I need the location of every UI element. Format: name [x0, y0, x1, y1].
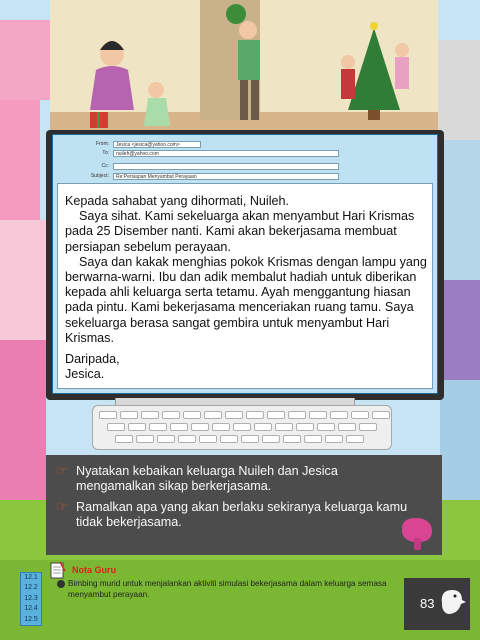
code-item: 12.2	[24, 584, 38, 592]
key	[162, 411, 180, 419]
from-label: From:	[95, 141, 109, 147]
subject-field[interactable]: Re:Persiapan Menyambut Perayaan	[113, 173, 339, 180]
key	[178, 435, 196, 443]
from-row	[57, 140, 201, 148]
key	[359, 423, 377, 431]
family-christmas-illustration	[50, 0, 438, 150]
key	[246, 411, 264, 419]
key	[317, 423, 335, 431]
key	[275, 423, 293, 431]
email-greeting: Kepada sahabat yang dihormati, Nuileh.	[65, 194, 290, 208]
key	[296, 423, 314, 431]
keyboard-row	[99, 411, 390, 419]
pointing-hand-icon: ☞	[56, 463, 68, 478]
key	[309, 411, 327, 419]
code-item: 12.4	[24, 605, 38, 613]
key	[267, 411, 285, 419]
from-field[interactable]: Jesica <jesica@yahoo.com>	[113, 141, 201, 148]
page-number: 83	[420, 596, 435, 611]
key	[346, 435, 364, 443]
email-closing: Daripada,	[65, 352, 120, 367]
key	[372, 411, 390, 419]
activity-item-2	[56, 500, 416, 530]
key	[141, 411, 159, 419]
activity-box	[46, 455, 442, 555]
key	[220, 435, 238, 443]
key	[149, 423, 167, 431]
nota-guru-title: Nota Guru	[72, 565, 116, 575]
key	[241, 435, 259, 443]
key	[136, 435, 154, 443]
keyboard-row	[107, 423, 377, 431]
to-row	[57, 149, 339, 157]
to-label: To:	[102, 150, 109, 156]
key	[304, 435, 322, 443]
key	[107, 423, 125, 431]
key	[233, 423, 251, 431]
email-window	[52, 134, 438, 394]
bullet-icon	[57, 580, 65, 588]
key	[288, 411, 306, 419]
notebook-icon	[50, 561, 66, 579]
key	[212, 423, 230, 431]
key	[330, 411, 348, 419]
key	[191, 423, 209, 431]
key	[351, 411, 369, 419]
code-item: 12.3	[24, 594, 38, 602]
subject-label: Subject:	[90, 173, 109, 179]
learning-standard-codes	[20, 572, 42, 626]
cc-label: Cc:	[101, 163, 109, 169]
subject-row	[57, 172, 339, 180]
key	[338, 423, 356, 431]
nota-guru-text: Bimbing murid untuk menjalankan aktiviti simulasi bekerjasama dalam keluarga semasa menyambut perayaan.	[68, 579, 387, 599]
key	[254, 423, 272, 431]
key	[115, 435, 133, 443]
code-item: 12.5	[24, 615, 38, 623]
key	[170, 423, 188, 431]
email-signature: Jesica.	[65, 367, 105, 382]
key	[199, 435, 217, 443]
key	[128, 423, 146, 431]
key	[325, 435, 343, 443]
email-paragraph-2: Saya dan kakak menghias pokok Krismas dengan lampu yang berwarna-warni. Ibu dan adik membalut hadiah untuk diberikan kepada ahli keluarga serta tetamu. Ayah menggantung hiasan pada pintu. Kami bekerjasama menceriakan ruang tamu. Saya sekeluarga berasa sangat gembira untuk menyambut Hari Krismas.	[65, 254, 427, 345]
keyboard-row	[115, 435, 364, 443]
cc-row	[57, 162, 339, 170]
illustration-drawing	[50, 0, 438, 150]
key	[204, 411, 222, 419]
pointing-hand-icon: ☞	[56, 499, 68, 514]
key	[225, 411, 243, 419]
code-item: 12.1	[24, 574, 38, 581]
activity-text-2: Ramalkan apa yang akan berlaku sekiranya keluarga kamu tidak bekerjasama.	[76, 500, 408, 529]
email-body[interactable]	[57, 183, 433, 389]
key	[99, 411, 117, 419]
brain-stem	[414, 538, 421, 550]
activity-text-1: Nyatakan kebaikan keluarga Nuileh dan Jesica mengamalkan sikap berkerjasama.	[76, 464, 338, 493]
key	[183, 411, 201, 419]
key	[157, 435, 175, 443]
activity-item-1	[56, 464, 416, 494]
key	[262, 435, 280, 443]
key	[120, 411, 138, 419]
key	[283, 435, 301, 443]
keyboard	[92, 405, 392, 450]
bird-icon	[438, 584, 466, 618]
email-paragraph-1: Saya sihat. Kami sekeluarga akan menyambut Hari Krismas pada 25 Disember nanti. Kami akan bekerjasama membuat persiapan sebelum perayaan.	[65, 209, 415, 254]
to-field[interactable]: nuileh@yahoo.com	[113, 150, 339, 157]
cc-field[interactable]	[113, 163, 339, 170]
